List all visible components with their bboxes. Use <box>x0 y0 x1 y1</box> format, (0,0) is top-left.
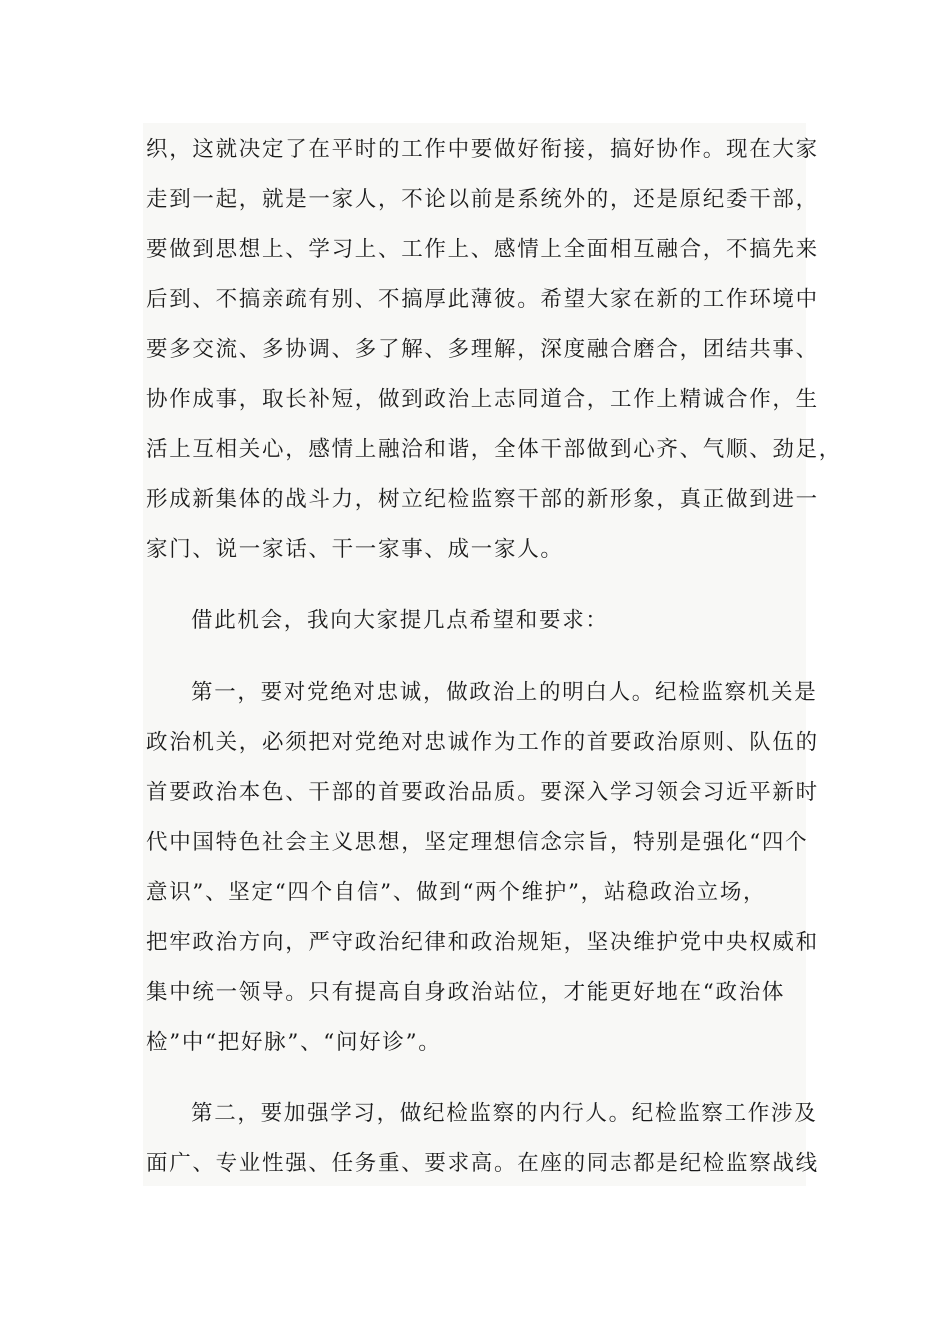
text-line: 检”中“把好脉”、“问好诊”。 <box>146 1030 442 1055</box>
text-line: 把牢政治方向，严守政治纪律和政治规矩，坚决维护党中央权威和 <box>146 930 819 955</box>
text-line: 面广、专业性强、任务重、要求高。在座的同志都是纪检监察战线 <box>146 1151 819 1176</box>
text-line: 意识”、坚定“四个自信”、做到“两个维护”，站稳政治立场， <box>146 880 767 905</box>
text-line: 家门、说一家话、干一家事、成一家人。 <box>146 537 564 562</box>
text-line: 集中统一领导。只有提高自身政治站位，才能更好地在“政治体 <box>146 980 786 1005</box>
text-line: 政治机关，必须把对党绝对忠诚作为工作的首要政治原则、队伍的 <box>146 730 819 755</box>
text-line: 活上互相关心，感情上融洽和谐，全体干部做到心齐、气顺、劲足， <box>146 437 843 462</box>
text-line: 首要政治本色、干部的首要政治品质。要深入学习领会习近平新时 <box>146 780 819 805</box>
text-line: 要多交流、多协调、多了解、多理解，深度融合磨合，团结共事、 <box>146 337 819 362</box>
document-page <box>143 123 809 1186</box>
text-line: 代中国特色社会主义思想，坚定理想信念宗旨，特别是强化“四个 <box>146 830 809 855</box>
text-line: 形成新集体的战斗力，树立纪检监察干部的新形象，真正做到进一 <box>146 487 819 512</box>
paragraph-second-heading: 第二，要加强学习，做纪检监察的内行人。纪检监察工作涉及 <box>191 1101 818 1126</box>
text-line: 后到、不搞亲疏有别、不搞厚此薄彼。希望大家在新的工作环境中 <box>146 287 819 312</box>
paragraph-intro: 借此机会，我向大家提几点希望和要求： <box>191 608 609 633</box>
text-line: 要做到思想上、学习上、工作上、感情上全面相互融合，不搞先来 <box>146 237 819 262</box>
text-line: 织，这就决定了在平时的工作中要做好衔接，搞好协作。现在大家 <box>146 137 819 162</box>
paragraph-first-heading: 第一，要对党绝对忠诚，做政治上的明白人。纪检监察机关是 <box>191 680 818 705</box>
text-line: 走到一起，就是一家人，不论以前是系统外的，还是原纪委干部， <box>146 187 819 212</box>
text-line: 协作成事，取长补短，做到政治上志同道合，工作上精诚合作，生 <box>146 387 819 412</box>
